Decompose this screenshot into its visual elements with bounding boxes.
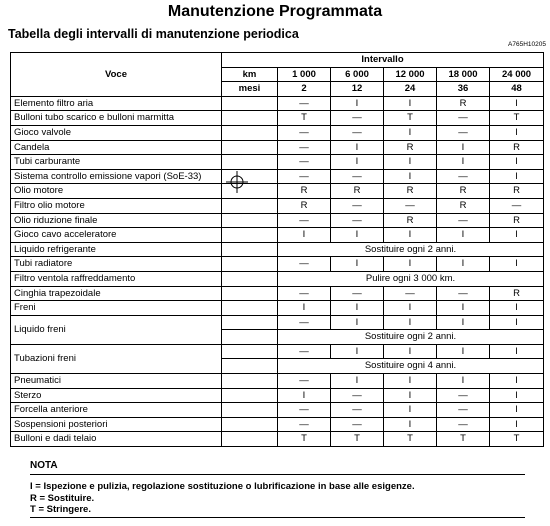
interval-cell: R bbox=[490, 184, 544, 199]
interval-note-cell: Pulire ogni 3 000 km. bbox=[278, 271, 544, 286]
interval-cell: — bbox=[278, 169, 331, 184]
row-label: Filtro ventola raffreddamento bbox=[11, 271, 222, 286]
interval-note-cell: Sostituire ogni 4 anni. bbox=[278, 359, 544, 374]
page-title: Manutenzione Programmata bbox=[167, 3, 383, 20]
row-blank-cell bbox=[222, 374, 278, 389]
interval-cell: I bbox=[490, 315, 544, 330]
interval-cell: I bbox=[384, 228, 437, 243]
interval-cell: — bbox=[278, 155, 331, 170]
interval-cell: I bbox=[437, 257, 490, 272]
interval-cell: — bbox=[278, 257, 331, 272]
interval-note-cell: Sostituire ogni 2 anni. bbox=[278, 242, 544, 257]
row-label: Freni bbox=[11, 301, 222, 316]
row-blank-cell bbox=[222, 111, 278, 126]
interval-cell: I bbox=[490, 344, 544, 359]
interval-cell: — bbox=[437, 213, 490, 228]
interval-cell: I bbox=[331, 140, 384, 155]
table-row bbox=[11, 184, 544, 199]
interval-cell: I bbox=[384, 417, 437, 432]
interval-cell: — bbox=[437, 286, 490, 301]
interval-cell: I bbox=[490, 228, 544, 243]
table-row bbox=[11, 403, 544, 418]
row-label: Liquido freni bbox=[11, 315, 222, 344]
crosshair-cursor-icon bbox=[226, 171, 248, 193]
interval-cell: — bbox=[278, 403, 331, 418]
note-divider-bottom bbox=[30, 517, 525, 518]
table-row bbox=[11, 417, 544, 432]
interval-cell: T bbox=[384, 111, 437, 126]
row-blank-cell bbox=[222, 257, 278, 272]
interval-cell: I bbox=[331, 315, 384, 330]
table-row bbox=[11, 315, 544, 330]
interval-cell: I bbox=[490, 301, 544, 316]
interval-cell: T bbox=[278, 111, 331, 126]
interval-cell: I bbox=[331, 257, 384, 272]
row-label: Sospensioni posteriori bbox=[11, 417, 222, 432]
interval-cell: I bbox=[384, 315, 437, 330]
interval-cell: I bbox=[437, 140, 490, 155]
table-row bbox=[11, 301, 544, 316]
interval-cell: — bbox=[331, 388, 384, 403]
row-label: Bulloni tubo scarico e bulloni marmitta bbox=[11, 111, 222, 126]
row-label: Liquido refrigerante bbox=[11, 242, 222, 257]
interval-cell: I bbox=[437, 315, 490, 330]
interval-cell: T bbox=[278, 432, 331, 447]
table-row bbox=[11, 155, 544, 170]
interval-cell: R bbox=[278, 184, 331, 199]
interval-cell: — bbox=[437, 417, 490, 432]
row-blank-cell bbox=[222, 403, 278, 418]
interval-cell: I bbox=[490, 169, 544, 184]
row-blank-cell bbox=[222, 125, 278, 140]
interval-cell: R bbox=[490, 140, 544, 155]
table-row bbox=[11, 271, 544, 286]
interval-cell: — bbox=[278, 315, 331, 330]
table-row bbox=[11, 198, 544, 213]
interval-cell: — bbox=[437, 403, 490, 418]
interval-cell: I bbox=[437, 344, 490, 359]
row-blank-cell bbox=[222, 155, 278, 170]
row-label: Tubi carburante bbox=[11, 155, 222, 170]
interval-cell: R bbox=[490, 286, 544, 301]
interval-cell: — bbox=[331, 111, 384, 126]
interval-cell: I bbox=[490, 403, 544, 418]
row-blank-cell bbox=[222, 417, 278, 432]
header-km-value: 24 000 bbox=[490, 67, 544, 82]
header-km-value: 12 000 bbox=[384, 67, 437, 82]
table-row bbox=[11, 228, 544, 243]
row-blank-cell bbox=[222, 271, 278, 286]
interval-cell: — bbox=[278, 417, 331, 432]
interval-cell: R bbox=[278, 198, 331, 213]
interval-cell: R bbox=[437, 184, 490, 199]
interval-cell: — bbox=[331, 417, 384, 432]
table-row bbox=[11, 388, 544, 403]
interval-cell: I bbox=[384, 169, 437, 184]
interval-cell: I bbox=[384, 388, 437, 403]
interval-cell: T bbox=[437, 432, 490, 447]
row-blank-cell bbox=[222, 286, 278, 301]
interval-cell: — bbox=[331, 198, 384, 213]
maintenance-table-body bbox=[11, 53, 544, 447]
note-title: NOTA bbox=[30, 460, 58, 471]
note-line-ispezione: I = Ispezione e pulizia, regolazione sostituzione o lubrificazione in base alle esigenze. bbox=[30, 481, 415, 492]
row-blank-cell bbox=[222, 359, 278, 374]
header-mesi-label: mesi bbox=[222, 82, 278, 97]
note-divider bbox=[30, 474, 525, 475]
interval-cell: — bbox=[331, 169, 384, 184]
row-label: Elemento filtro aria bbox=[11, 96, 222, 111]
table-subtitle: Tabella degli intervalli di manutenzione periodica bbox=[8, 27, 299, 41]
interval-cell: R bbox=[331, 184, 384, 199]
row-label: Cinghia trapezoidale bbox=[11, 286, 222, 301]
interval-cell: — bbox=[437, 388, 490, 403]
interval-cell: — bbox=[384, 198, 437, 213]
interval-cell: — bbox=[278, 125, 331, 140]
interval-cell: R bbox=[384, 213, 437, 228]
row-blank-cell bbox=[222, 315, 278, 330]
interval-cell: I bbox=[490, 257, 544, 272]
table-row bbox=[11, 374, 544, 389]
table-row bbox=[11, 344, 544, 359]
row-label: Candela bbox=[11, 140, 222, 155]
note-line-stringere: T = Stringere. bbox=[30, 504, 91, 515]
interval-cell: — bbox=[278, 286, 331, 301]
table-row bbox=[11, 111, 544, 126]
table-row bbox=[11, 96, 544, 111]
interval-cell: — bbox=[384, 286, 437, 301]
interval-cell: — bbox=[437, 125, 490, 140]
interval-cell: — bbox=[437, 111, 490, 126]
interval-cell: I bbox=[384, 257, 437, 272]
row-blank-cell bbox=[222, 213, 278, 228]
table-row bbox=[11, 140, 544, 155]
interval-cell: I bbox=[384, 403, 437, 418]
interval-cell: R bbox=[384, 140, 437, 155]
interval-cell: I bbox=[437, 228, 490, 243]
interval-cell: — bbox=[437, 169, 490, 184]
table-row bbox=[11, 257, 544, 272]
interval-cell: I bbox=[437, 301, 490, 316]
row-label: Sistema controllo emissione vapori (SoE-33) bbox=[11, 169, 222, 184]
header-voce: Voce bbox=[11, 53, 222, 97]
interval-cell: I bbox=[490, 155, 544, 170]
table-row bbox=[11, 169, 544, 184]
table-row bbox=[11, 242, 544, 257]
interval-cell: I bbox=[384, 344, 437, 359]
interval-cell: I bbox=[331, 344, 384, 359]
interval-cell: T bbox=[384, 432, 437, 447]
interval-cell: I bbox=[278, 228, 331, 243]
header-mesi-value: 2 bbox=[278, 82, 331, 97]
interval-cell: T bbox=[490, 111, 544, 126]
row-label: Tubazioni freni bbox=[11, 344, 222, 373]
interval-cell: — bbox=[278, 140, 331, 155]
row-label: Filtro olio motore bbox=[11, 198, 222, 213]
interval-cell: T bbox=[331, 432, 384, 447]
header-km-value: 6 000 bbox=[331, 67, 384, 82]
interval-cell: T bbox=[490, 432, 544, 447]
header-mesi-value: 36 bbox=[437, 82, 490, 97]
table-row bbox=[11, 286, 544, 301]
interval-cell: I bbox=[384, 374, 437, 389]
row-label: Pneumatici bbox=[11, 374, 222, 389]
note-line-sostituire: R = Sostituire. bbox=[30, 492, 95, 504]
header-mesi-value: 24 bbox=[384, 82, 437, 97]
interval-cell: — bbox=[331, 286, 384, 301]
interval-cell: I bbox=[331, 228, 384, 243]
interval-cell: I bbox=[278, 388, 331, 403]
header-mesi-value: 12 bbox=[331, 82, 384, 97]
interval-cell: — bbox=[278, 213, 331, 228]
row-label: Gioco cavo acceleratore bbox=[11, 228, 222, 243]
interval-cell: — bbox=[331, 403, 384, 418]
interval-cell: I bbox=[384, 96, 437, 111]
interval-cell: R bbox=[437, 96, 490, 111]
header-km-label: km bbox=[222, 67, 278, 82]
row-label: Gioco valvole bbox=[11, 125, 222, 140]
row-blank-cell bbox=[222, 242, 278, 257]
interval-note-cell: Sostituire ogni 2 anni. bbox=[278, 330, 544, 345]
interval-cell: R bbox=[437, 198, 490, 213]
row-blank-cell bbox=[222, 388, 278, 403]
interval-cell: I bbox=[331, 374, 384, 389]
interval-cell: I bbox=[490, 125, 544, 140]
table-row bbox=[11, 432, 544, 447]
row-blank-cell bbox=[222, 228, 278, 243]
maintenance-table bbox=[10, 52, 544, 447]
row-blank-cell bbox=[222, 330, 278, 345]
interval-cell: R bbox=[384, 184, 437, 199]
row-label: Olio motore bbox=[11, 184, 222, 199]
row-blank-cell bbox=[222, 344, 278, 359]
row-label: Sterzo bbox=[11, 388, 222, 403]
interval-cell: — bbox=[278, 96, 331, 111]
header-mesi-value: 48 bbox=[490, 82, 544, 97]
row-blank-cell bbox=[222, 301, 278, 316]
interval-cell: — bbox=[331, 125, 384, 140]
interval-cell: I bbox=[437, 374, 490, 389]
interval-cell: I bbox=[490, 417, 544, 432]
header-km-value: 1 000 bbox=[278, 67, 331, 82]
interval-cell: I bbox=[490, 388, 544, 403]
interval-cell: — bbox=[278, 344, 331, 359]
interval-cell: — bbox=[331, 213, 384, 228]
interval-cell: I bbox=[384, 155, 437, 170]
header-row-intervallo bbox=[11, 53, 544, 68]
row-blank-cell bbox=[222, 198, 278, 213]
interval-cell: — bbox=[278, 374, 331, 389]
interval-cell: I bbox=[278, 301, 331, 316]
row-label: Bulloni e dadi telaio bbox=[11, 432, 222, 447]
row-label: Forcella anteriore bbox=[11, 403, 222, 418]
header-intervallo: Intervallo bbox=[222, 53, 544, 68]
interval-cell: I bbox=[437, 155, 490, 170]
interval-cell: I bbox=[331, 155, 384, 170]
row-blank-cell bbox=[222, 432, 278, 447]
row-blank-cell bbox=[222, 96, 278, 111]
table-row bbox=[11, 125, 544, 140]
interval-cell: I bbox=[384, 125, 437, 140]
row-label: Tubi radiatore bbox=[11, 257, 222, 272]
header-km-value: 18 000 bbox=[437, 67, 490, 82]
interval-cell: I bbox=[384, 301, 437, 316]
interval-cell: I bbox=[490, 96, 544, 111]
row-blank-cell bbox=[222, 140, 278, 155]
interval-cell: I bbox=[331, 301, 384, 316]
document-code: A765H10205 bbox=[508, 41, 546, 48]
interval-cell: R bbox=[490, 213, 544, 228]
interval-cell: — bbox=[490, 198, 544, 213]
table-row bbox=[11, 213, 544, 228]
interval-cell: I bbox=[331, 96, 384, 111]
interval-cell: I bbox=[490, 374, 544, 389]
row-label: Olio riduzione finale bbox=[11, 213, 222, 228]
